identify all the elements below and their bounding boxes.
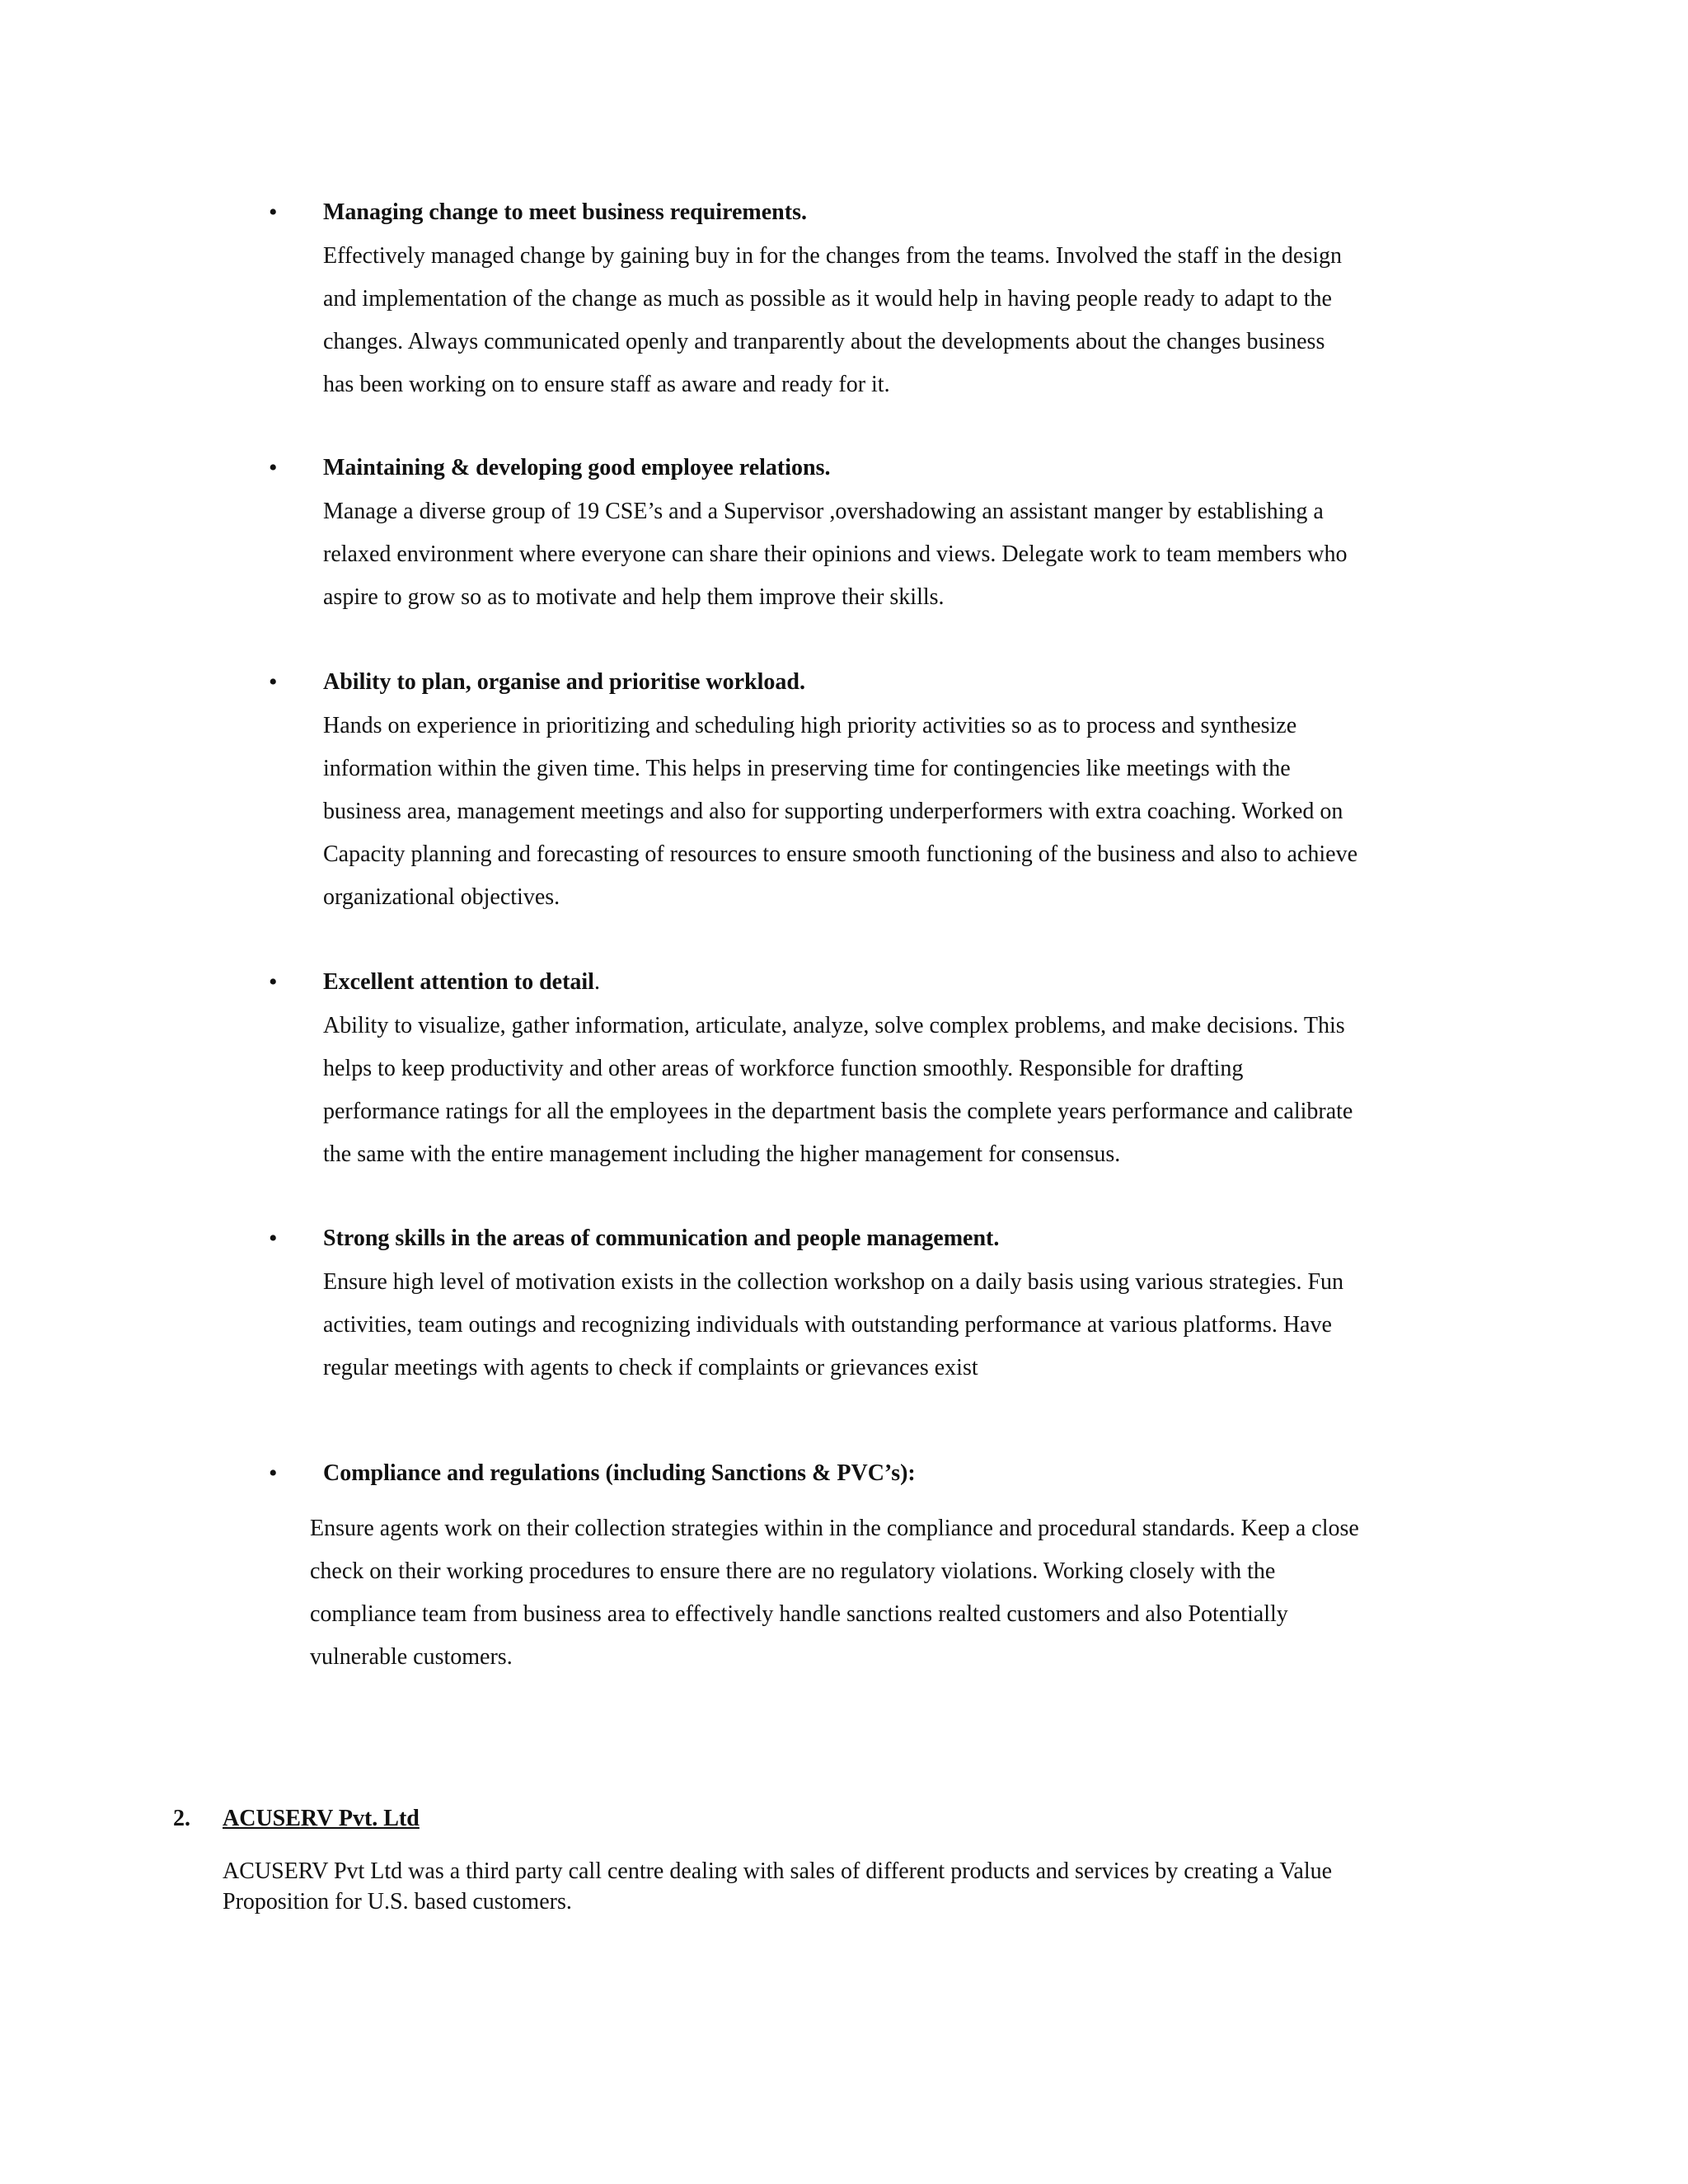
body-line: Effectively managed change by gaining buy in for the changes from the teams. Involved the staff in the design xyxy=(323,243,1343,269)
bullet-heading xyxy=(323,1222,999,1255)
bullet-icon: • xyxy=(269,454,278,481)
bullet-body xyxy=(323,235,1485,406)
body-line: business area, management meetings and also for supporting underperformers with extra coaching. Worked on xyxy=(323,799,1343,824)
body-line: vulnerable customers. xyxy=(310,1644,513,1670)
body-line: information within the given time. This helps in preserving time for contingencies like meetings with the xyxy=(323,756,1291,781)
body-line: regular meetings with agents to check if complaints or grievances exist xyxy=(323,1355,978,1380)
bullet-body xyxy=(323,490,1485,619)
body-line: and implementation of the change as much as possible as it would help in having people ready to adapt to the xyxy=(323,286,1332,312)
bullet-body xyxy=(323,1005,1485,1176)
bullet-icon: • xyxy=(269,1460,278,1487)
heading-tail: . xyxy=(593,969,600,995)
body-line: Hands on experience in prioritizing and scheduling high priority activities so as to process and synthesize xyxy=(323,713,1297,738)
body-line: activities, team outings and recognizing individuals with outstanding performance at various platforms. Have xyxy=(323,1312,1332,1338)
heading-text: Excellent attention to detail xyxy=(323,969,594,995)
bullet-heading xyxy=(323,196,807,229)
bullet-icon: • xyxy=(269,1225,278,1252)
heading-text: Managing change to meet business requirements. xyxy=(323,199,807,225)
body-line: performance ratings for all the employees in the department basis the complete years performance and calibrate xyxy=(323,1099,1353,1124)
heading-text: Maintaining & developing good employee relations. xyxy=(323,455,831,480)
body-line: Ensure agents work on their collection strategies within in the compliance and procedural standards. Keep a close xyxy=(310,1516,1359,1541)
body-line: Proposition for U.S. based customers. xyxy=(223,1889,572,1915)
bullet-heading xyxy=(323,1457,916,1490)
bullet-icon: • xyxy=(269,968,278,996)
body-line: Ability to visualize, gather information, articulate, analyze, solve complex problems, and make decisions. This xyxy=(323,1013,1345,1038)
body-line: helps to keep productivity and other areas of workforce function smoothly. Responsible for drafting xyxy=(323,1056,1244,1081)
compliance-body xyxy=(310,1507,1480,1679)
body-line: relaxed environment where everyone can share their opinions and views. Delegate work to team members who xyxy=(323,541,1348,567)
body-line: Capacity planning and forecasting of resources to ensure smooth functioning of the business and also to achieve xyxy=(323,841,1357,867)
bullet-body xyxy=(323,705,1485,919)
bullet-heading xyxy=(323,452,831,485)
body-line: compliance team from business area to effectively handle sanctions realted customers and also Potentially xyxy=(310,1601,1288,1627)
body-line: ACUSERV Pvt Ltd was a third party call centre dealing with sales of different products and services by creating a Value xyxy=(223,1858,1333,1884)
bullet-body xyxy=(323,1261,1485,1390)
body-line: organizational objectives. xyxy=(323,884,560,910)
bullet-heading xyxy=(323,966,600,999)
heading-text: Strong skills in the areas of communication and people management. xyxy=(323,1226,1000,1251)
body-line: check on their working procedures to ensure there are no regulatory violations. Working closely with the xyxy=(310,1558,1276,1584)
body-line: Ensure high level of motivation exists in the collection workshop on a daily basis using various strategies. Fun xyxy=(323,1269,1344,1295)
body-line: the same with the entire management including the higher management for consensus. xyxy=(323,1141,1121,1167)
body-line: has been working on to ensure staff as aware and ready for it. xyxy=(323,372,890,397)
body-line: changes. Always communicated openly and tranparently about the developments about the changes business xyxy=(323,329,1325,354)
bullet-icon: • xyxy=(269,199,278,226)
bullet-icon: • xyxy=(269,668,278,696)
bullet-heading xyxy=(323,666,805,699)
section-number: 2. xyxy=(173,1806,190,1831)
section-title: ACUSERV Pvt. Ltd xyxy=(223,1806,420,1831)
heading-text: Compliance and regulations (including Sanctions & PVC’s): xyxy=(323,1460,916,1486)
body-line: aspire to grow so as to motivate and help them improve their skills. xyxy=(323,584,945,610)
heading-text: Ability to plan, organise and prioritise workload. xyxy=(323,669,805,695)
section-description xyxy=(223,1856,1459,1917)
body-line: Manage a diverse group of 19 CSE’s and a Supervisor ,overshadowing an assistant manger by establishing a xyxy=(323,499,1324,524)
